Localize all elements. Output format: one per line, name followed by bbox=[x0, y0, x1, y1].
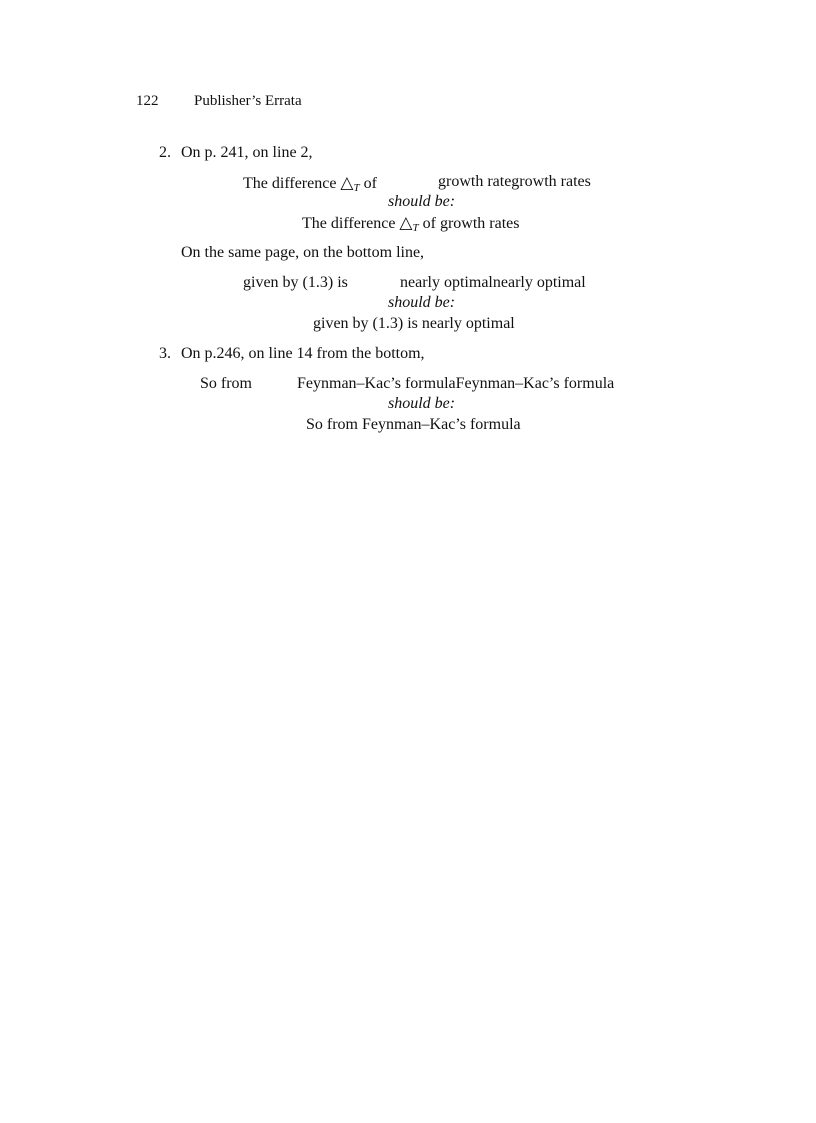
item-2-wrong-right: growth rategrowth rates bbox=[438, 173, 591, 190]
page-number: 122 bbox=[136, 93, 159, 109]
item-2-followup-location: On the same page, on the bottom line, bbox=[181, 244, 425, 261]
wrong-text: The difference bbox=[243, 175, 337, 192]
item-3-wrong-right: Feynman–Kac’s formulaFeynman–Kac’s formula bbox=[297, 375, 615, 392]
item-2-should-be-2: should be: bbox=[388, 294, 456, 311]
correct-text-after: of growth rates bbox=[422, 215, 520, 232]
item-2-correct-2: given by (1.3) is nearly optimal bbox=[313, 315, 515, 332]
item-3-correct: So from Feynman–Kac’s formula bbox=[306, 416, 521, 433]
item-2-location: On p. 241, on line 2, bbox=[181, 144, 313, 161]
delta-subscript: T bbox=[412, 222, 419, 234]
item-3-location: On p.246, on line 14 from the bottom, bbox=[181, 345, 425, 362]
delta-symbol: △ bbox=[399, 213, 413, 232]
item-3-should-be: should be: bbox=[388, 395, 456, 412]
item-2-wrong2-left: given by (1.3) is bbox=[243, 274, 348, 291]
item-2-wrong2-right: nearly optimalnearly optimal bbox=[400, 274, 586, 291]
item-3-number: 3. bbox=[159, 345, 171, 362]
delta-symbol: △ bbox=[340, 173, 354, 192]
item-2-should-be: should be: bbox=[388, 193, 456, 210]
running-title: Publisher’s Errata bbox=[194, 93, 302, 109]
item-2-wrong-left bbox=[243, 174, 377, 192]
wrong-text-of: of bbox=[363, 175, 377, 192]
item-2-number: 2. bbox=[159, 144, 171, 161]
delta-subscript: T bbox=[353, 182, 360, 194]
item-2-correct bbox=[302, 214, 519, 232]
item-3-wrong-left: So from bbox=[200, 375, 252, 392]
correct-text: The difference bbox=[302, 215, 396, 232]
